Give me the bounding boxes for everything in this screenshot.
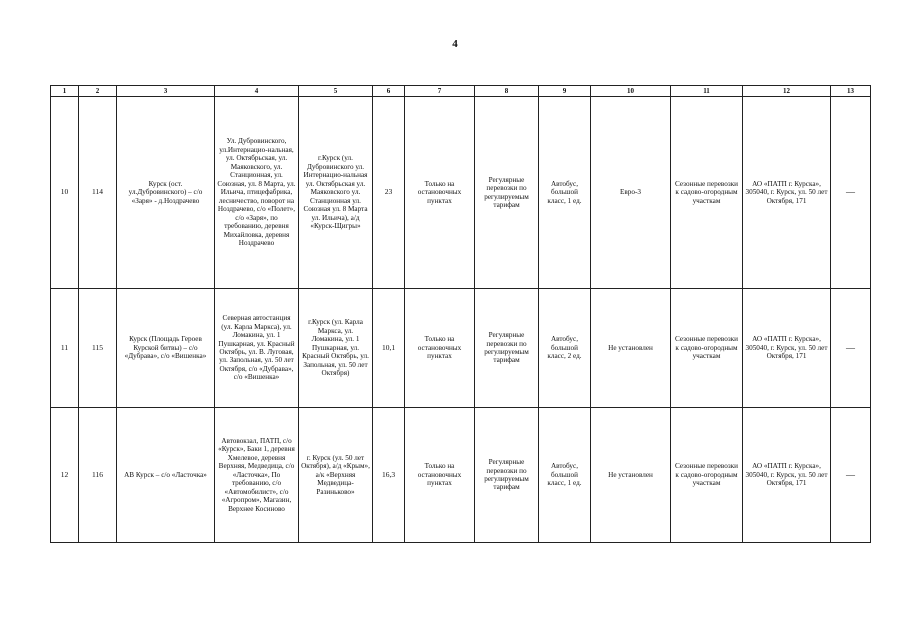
column-header: 11: [671, 86, 743, 97]
carrier: АО «ПАТП г. Курска», 305040, г. Курск, ул. 50 лет Октября, 171: [743, 289, 831, 408]
boarding-procedure: Только на остановочных пунктах: [405, 97, 475, 289]
extra-info: —: [831, 408, 871, 543]
route-number: 114: [79, 97, 117, 289]
column-header: 10: [591, 86, 671, 97]
table-row: [51, 289, 871, 408]
seasonality: Сезонные перевозки к садово-огородным участкам: [671, 408, 743, 543]
column-header: 4: [215, 86, 299, 97]
route-streets: г.Курск (ул. Дубровинского ул. Интернацио-нальная ул. Октябрьская ул. Маяковского ул. Станционная ул. Союзная ул. 8 Марта ул. Ильича), а/д «Курск-Щигры»: [299, 97, 373, 289]
transport-type: Регулярные перевозки по регулируемым тарифам: [475, 408, 539, 543]
eco-class: Евро-3: [591, 97, 671, 289]
route-name: Курск (Площадь Героев Курской битвы) – с/о «Дубрава», с/о «Вишенка»: [117, 289, 215, 408]
column-header: 13: [831, 86, 871, 97]
vehicles: Автобус, большой класс, 1 ед.: [539, 97, 591, 289]
route-stops: Автовокзал, ПАТП, с/о «Курск», Баки 1, деревня Хмелевое, деревня Верхняя, Медведица, с/о «Ласточка», По требованию, с/о «Автомобилист», с/о «Агропром», Магазин, Верхнее Косиново: [215, 408, 299, 543]
row-index: 11: [51, 289, 79, 408]
route-name: Курск (ост. ул.Дубровинского) – с/о «Заря» - д.Ноздрачево: [117, 97, 215, 289]
route-stops: Ул. Дубровинского, ул.Интернацио-нальная, ул. Октябрьская, ул. Маяковского, ул. Станционная, ул. Союзная, ул. 8 Марта, ул. Ильича, птицефабрика, лесничество, поворот на Ноздрачево, с/о «Полет», с/о «Заря», по требованию, деревня Михайловка, деревня Ноздрачево: [215, 97, 299, 289]
header-row: [51, 86, 871, 97]
boarding-procedure: Только на остановочных пунктах: [405, 408, 475, 543]
transport-type: Регулярные перевозки по регулируемым тарифам: [475, 289, 539, 408]
eco-class: Не установлен: [591, 289, 671, 408]
route-length: 16,3: [373, 408, 405, 543]
row-index: 10: [51, 97, 79, 289]
routes-table: [50, 85, 871, 543]
route-length: 10,1: [373, 289, 405, 408]
row-index: 12: [51, 408, 79, 543]
carrier: АО «ПАТП г. Курска», 305040, г. Курск, ул. 50 лет Октября, 171: [743, 97, 831, 289]
table-row: [51, 408, 871, 543]
transport-type: Регулярные перевозки по регулируемым тарифам: [475, 97, 539, 289]
extra-info: —: [831, 289, 871, 408]
page-number: 4: [452, 38, 458, 50]
column-header: 7: [405, 86, 475, 97]
column-header: 5: [299, 86, 373, 97]
boarding-procedure: Только на остановочных пунктах: [405, 289, 475, 408]
route-number: 116: [79, 408, 117, 543]
vehicles: Автобус, большой класс, 2 ед.: [539, 289, 591, 408]
eco-class: Не установлен: [591, 408, 671, 543]
seasonality: Сезонные перевозки к садово-огородным участкам: [671, 289, 743, 408]
route-streets: г. Курск (ул. 50 лет Октября), а/д «Крым», а/к «Верхняя Медведица-Разиньково»: [299, 408, 373, 543]
column-header: 2: [79, 86, 117, 97]
route-number: 115: [79, 289, 117, 408]
column-header: 12: [743, 86, 831, 97]
vehicles: Автобус, большой класс, 1 ед.: [539, 408, 591, 543]
route-streets: г.Курск (ул. Карла Маркса, ул. Ломакина, ул. 1 Пушкарная, ул. Красный Октябрь, ул. Запольная, ул. 50 лет Октября): [299, 289, 373, 408]
table-row: [51, 97, 871, 289]
column-header: 3: [117, 86, 215, 97]
route-name: АВ Курск – с/о «Ласточка»: [117, 408, 215, 543]
column-header: 1: [51, 86, 79, 97]
column-header: 6: [373, 86, 405, 97]
column-header: 8: [475, 86, 539, 97]
seasonality: Сезонные перевозки к садово-огородным участкам: [671, 97, 743, 289]
column-header: 9: [539, 86, 591, 97]
extra-info: —: [831, 97, 871, 289]
carrier: АО «ПАТП г. Курска», 305040, г. Курск, ул. 50 лет Октября, 171: [743, 408, 831, 543]
route-stops: Северная автостанция (ул. Карла Маркса), ул. Ломакина, ул. 1 Пушкарная, ул. Красный Октябрь, ул. В. Луговая, ул. Запольная, ул. 50 лет Октября, с/о «Дубрава», с/о «Вишенка»: [215, 289, 299, 408]
route-length: 23: [373, 97, 405, 289]
